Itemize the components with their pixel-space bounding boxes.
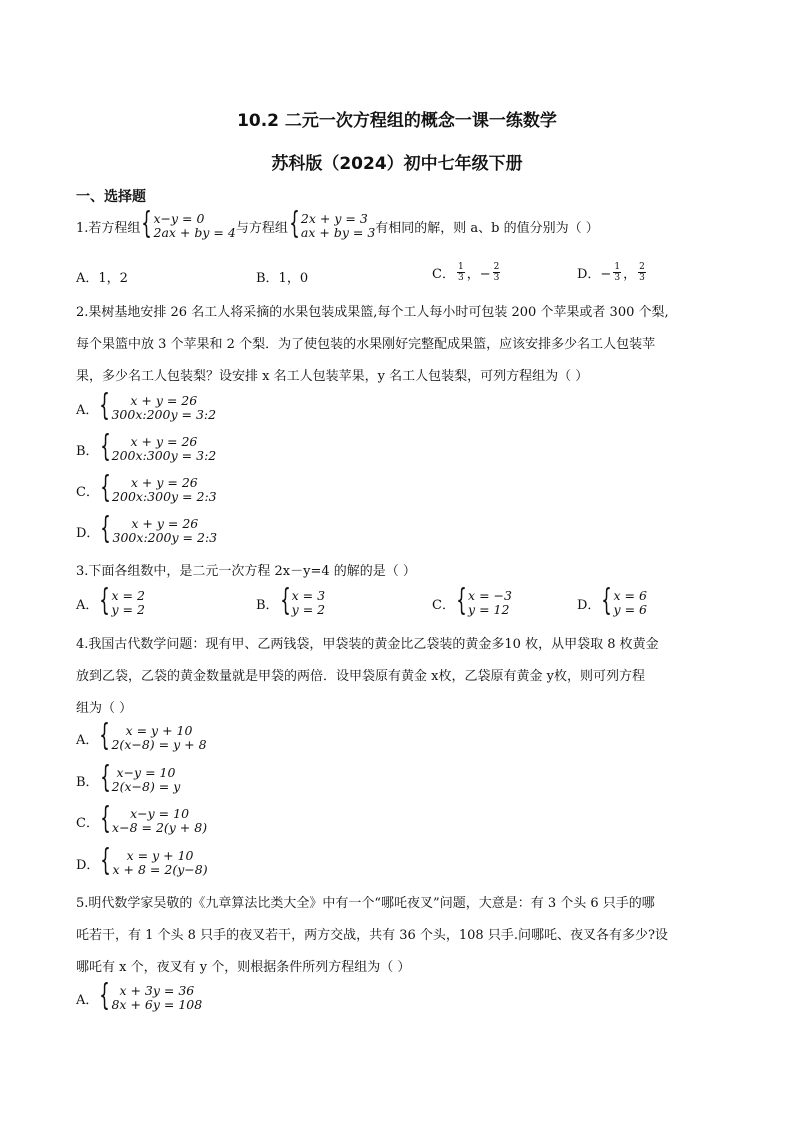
q1-sys1-eq1: x−y = 0: [153, 211, 205, 226]
q2-line-3: 果，多少名工人包装梨？设安排 x 名工人包装苹果，y 名工人包装梨，可列方程组为（ ）: [76, 369, 589, 384]
page-title: 10.2 二元一次方程组的概念一课一练数学: [237, 111, 557, 131]
brace-icon: {: [99, 429, 111, 464]
equation: x + y = 26: [130, 475, 198, 490]
equation: x = 3: [291, 588, 326, 603]
q3-option-a[interactable]: [76, 583, 145, 618]
q2-option-d[interactable]: [76, 511, 218, 546]
brace-icon: {: [601, 583, 613, 618]
equation: y = 2: [111, 602, 145, 617]
equation: x = y + 10: [126, 848, 194, 863]
equation: 300x:200y = 3:2: [111, 407, 217, 422]
q1-option-c[interactable]: [432, 262, 502, 283]
fraction-numerator: 1: [457, 262, 464, 272]
equation: 8x + 6y = 108: [111, 997, 203, 1012]
brace-icon: {: [456, 583, 467, 618]
brace-icon: {: [100, 843, 112, 878]
option-label: D．: [76, 857, 100, 873]
q2-option-b[interactable]: [76, 429, 217, 464]
equation: y = 6: [613, 602, 647, 617]
q5-option-a[interactable]: [76, 978, 203, 1013]
q1-system-1: [140, 206, 236, 241]
equation: x + y = 26: [130, 434, 198, 449]
section-heading: 一、选择题: [76, 189, 146, 205]
equation: x + y = 26: [130, 393, 198, 408]
q2-line-2: 每个果篮中放 3 个苹果和 2 个梨．为了使包装的水果刚好完整配成果篮，应该安排多少名工人包装苹: [76, 337, 656, 352]
q1-option-b[interactable]: B．1，0: [256, 271, 309, 286]
equation: 200x:300y = 2:3: [112, 489, 217, 504]
q4-option-b[interactable]: [76, 760, 181, 795]
brace-icon: {: [99, 718, 111, 753]
q2-line-1: 2.果树基地安排 26 名工人将采摘的水果包装成果篮,每个工人每小时可包装 200 个苹果或者 300 个梨,: [76, 305, 669, 320]
equation: x + y = 26: [131, 516, 199, 531]
fraction-numerator: 1: [614, 262, 621, 272]
fraction-denominator: 3: [639, 273, 645, 283]
q1-option-d[interactable]: [577, 262, 648, 283]
page-subtitle: 苏科版（2024）初中七年级下册: [271, 154, 523, 174]
option-label: C．: [76, 815, 99, 831]
option-label: A．: [76, 597, 99, 613]
equation: 2(x−8) = y + 8: [111, 737, 207, 752]
fraction-denominator: 3: [457, 273, 464, 283]
equation: x−y = 10: [116, 765, 176, 780]
brace-icon: {: [99, 388, 111, 423]
option-label: B．: [256, 597, 279, 613]
q1-pre: 1.若方程组: [76, 220, 141, 236]
q3-text: 3.下面各组数中，是二元一次方程 2x－y=4 的解的是（ ）: [76, 564, 416, 579]
equation: x−y = 10: [130, 806, 190, 821]
option-label: A．: [76, 732, 99, 748]
q1-option-d-sep: ，: [623, 267, 637, 282]
option-label: A．: [76, 402, 99, 418]
brace-icon: {: [100, 470, 111, 505]
equation: y = 2: [291, 602, 326, 617]
equation: x + 3y = 36: [119, 983, 195, 998]
q1-sys2-eq2: ax + by = 3: [300, 225, 376, 240]
option-label: D．: [577, 597, 601, 613]
equation: x = −3: [468, 588, 512, 603]
q4-line-2: 放到乙袋，乙袋的黄金数量就是甲袋的两倍．设甲袋原有黄金 x枚，乙袋原有黄金 y枚，则可列方程: [76, 669, 645, 684]
q5-line-2: 吒若干，有 1 个头 8 只手的夜叉若干，两方交战，共有 36 个头，108 只手.问哪吒、夜叉各有多少?设: [76, 928, 668, 943]
fraction-denominator: 3: [614, 273, 621, 283]
brace-icon: {: [99, 583, 111, 618]
q1-option-a[interactable]: A．1，2: [76, 271, 128, 286]
brace-icon: {: [100, 801, 111, 836]
option-label: C．: [76, 484, 99, 500]
fraction-numerator: 2: [493, 262, 500, 272]
q2-option-a[interactable]: [76, 388, 217, 423]
fraction-numerator: 2: [639, 262, 645, 272]
equation: 300x:200y = 2:3: [112, 530, 218, 545]
q3-option-d[interactable]: [577, 583, 647, 618]
fraction-denominator: 3: [493, 273, 500, 283]
equation: x = 6: [613, 588, 647, 603]
q1-sys1-eq2: 2ax + by = 4: [153, 225, 236, 240]
q4-option-d[interactable]: [76, 843, 208, 878]
equation: x + 8 = 2(y−8): [112, 862, 208, 877]
q4-option-a[interactable]: [76, 718, 207, 753]
option-label: B．: [76, 774, 99, 790]
brace-icon: {: [289, 206, 300, 241]
equation: x = 2: [111, 588, 145, 603]
q3-option-b[interactable]: [256, 583, 326, 618]
equation: 200x:300y = 3:2: [111, 448, 217, 463]
brace-icon: {: [100, 511, 112, 546]
q4-line-1: 4.我国古代数学问题：现有甲、乙两钱袋，甲袋装的黄金比乙袋装的黄金多10 枚，从甲袋取 8 枚黄金: [76, 637, 659, 652]
q1-system-2: [288, 206, 376, 241]
q5-line-3: 哪吒有 x 个，夜叉有 y 个，则根据条件所列方程组为（ ）: [76, 960, 411, 975]
q1-option-c-label: C．: [432, 267, 455, 282]
equation: 2(x−8) = y: [111, 779, 181, 794]
equation: y = 12: [468, 602, 510, 617]
q1-mid: 与方程组: [235, 220, 288, 236]
option-label: A．: [76, 992, 99, 1008]
brace-icon: {: [141, 206, 153, 241]
option-label: D．: [76, 525, 100, 541]
equation: x = y + 10: [125, 723, 193, 738]
q4-line-3: 组为（ ）: [76, 701, 133, 716]
q5-line-1: 5.明代数学家吴敬的《九章算法比类大全》中有一个“哪吒夜叉”问题，大意是：有 3 个头 6 只手的哪: [76, 896, 655, 911]
option-label: B．: [76, 443, 99, 459]
brace-icon: {: [99, 760, 111, 795]
q4-option-c[interactable]: [76, 801, 208, 836]
q1-option-c-sep: ，−: [466, 267, 491, 282]
q1-sys2-eq1: 2x + y = 3: [300, 211, 368, 226]
equation: x−8 = 2(y + 8): [112, 820, 208, 835]
q1-option-d-label: D．−: [577, 267, 612, 282]
q2-option-c[interactable]: [76, 470, 217, 505]
q3-option-c[interactable]: [432, 583, 512, 618]
option-label: C．: [432, 597, 455, 613]
brace-icon: {: [99, 978, 111, 1013]
q1-post: 有相同的解，则 a、b 的值分别为（ ）: [375, 220, 599, 236]
question-1: [76, 206, 599, 241]
brace-icon: {: [279, 583, 291, 618]
